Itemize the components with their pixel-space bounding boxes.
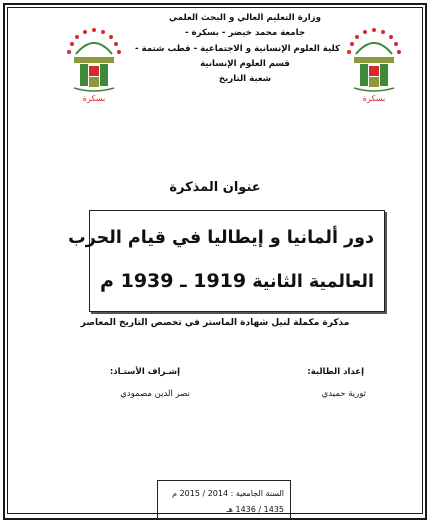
thesis-subtitle: مذكرة مكملة لنيل شهادة الماستر في تخصص التاريخ المعاصر bbox=[80, 318, 350, 328]
thesis-title-label: عنوان المذكرة bbox=[169, 180, 261, 195]
student-name: ثورية حميدي bbox=[321, 389, 366, 399]
thesis-title-years: 1919 ـ 1939 م bbox=[100, 270, 247, 292]
logo-left-caption: بسكرة bbox=[82, 94, 106, 103]
thesis-title-line2 bbox=[100, 270, 374, 292]
academic-year-box bbox=[157, 480, 291, 520]
thesis-title-box bbox=[68, 210, 385, 312]
supervisor-label: إشـراف الأستـاذ: bbox=[109, 367, 180, 377]
institution-header bbox=[135, 11, 340, 87]
logo-right-caption: بسكرة bbox=[362, 94, 386, 103]
supervisor-name: نصر الدين مصمودي bbox=[120, 389, 190, 399]
academic-year-gregorian: السنة الجامعية : 2014 / 2015 م bbox=[172, 489, 284, 498]
university-line: جامعة محمد خيضر - بسكرة - bbox=[184, 28, 306, 39]
academic-year-hijri: 1435 / 1436 هـ bbox=[226, 505, 284, 514]
university-logo-right bbox=[342, 24, 406, 104]
student-label: إعداد الطالبة: bbox=[307, 367, 364, 377]
university-logo-left bbox=[62, 24, 126, 104]
branch-line: شعبة التاريخ bbox=[218, 74, 272, 85]
faculty-line: كلية العلوم الإنسانية و الاجتماعية - قطب شتمة - bbox=[135, 43, 340, 54]
thesis-title-line2-text: العالمية الثانية bbox=[252, 272, 374, 292]
department-line: قسم العلوم الإنسانية bbox=[200, 58, 290, 69]
ministry-line: وزارة التعليم العالي و البحث العلمي bbox=[169, 13, 321, 23]
thesis-title-line1: دور ألمانيا و إيطاليا في قيام الحرب bbox=[68, 228, 374, 248]
